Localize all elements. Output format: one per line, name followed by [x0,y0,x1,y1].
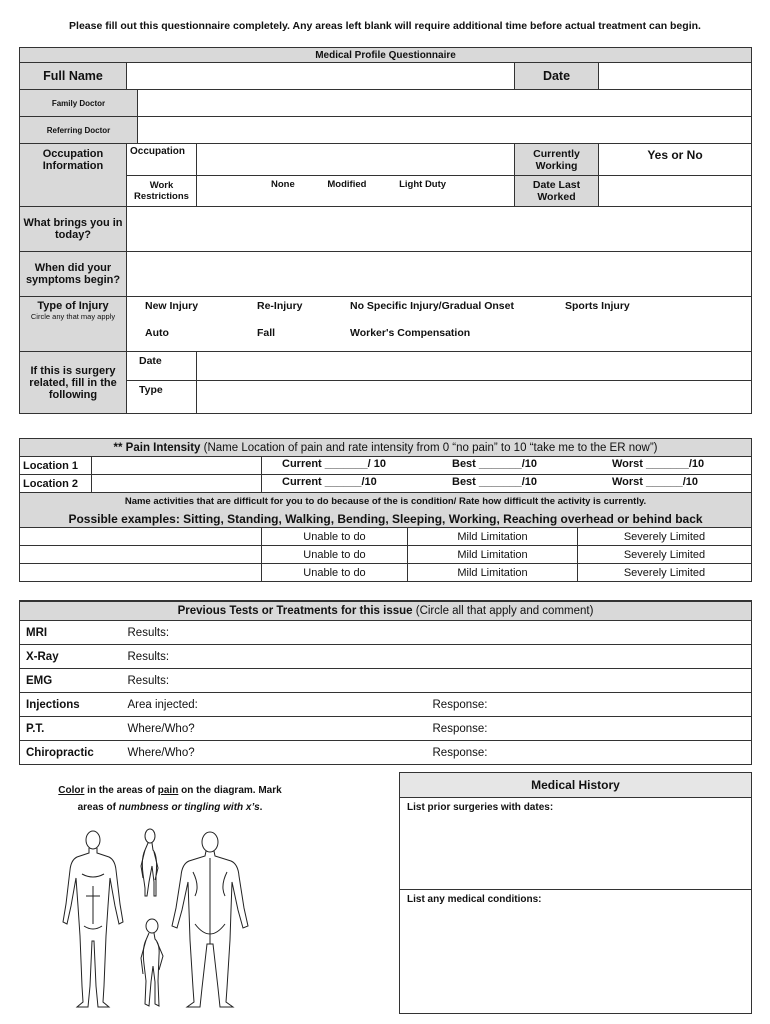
medical-history-box [399,772,752,1014]
intro-instructions: Please fill out this questionnaire completely. Any areas left blank will require additional time before actual treatment can begin. [69,20,701,32]
test-response[interactable]: Response: [427,741,752,765]
back-figure-icon[interactable] [172,832,248,1007]
occupation-field[interactable] [197,144,515,176]
activity-1-field[interactable] [20,528,262,546]
diagram-instructions [25,782,315,816]
location2-best[interactable]: Best _______/10 [452,476,538,488]
body-diagram[interactable] [55,826,250,1011]
activity-3-field[interactable] [20,564,262,582]
test-field[interactable]: Area injected: [122,693,427,717]
injury-new[interactable]: New Injury [145,300,199,312]
activity-2-mild[interactable]: Mild Limitation [408,546,578,564]
test-row-xray[interactable] [20,645,752,669]
location1-best[interactable]: Best _______/10 [452,458,538,470]
what-brings-label: What brings you in today? [20,207,127,252]
option-modified[interactable]: Modified [327,179,367,190]
date-field[interactable] [599,63,752,90]
work-restrictions-label: Work Restrictions [127,176,197,207]
side-figure-icon[interactable] [141,829,163,1006]
date-last-worked-label: Date Last Worked [515,176,599,207]
form-title: Medical Profile Questionnaire [20,48,752,63]
type-of-injury-cell [20,297,127,352]
test-response[interactable]: Response: [427,717,752,741]
surgery-date-label: Date [127,352,197,381]
diag-pain: pain [157,785,179,796]
test-name: Injections [20,693,122,717]
location2-worst[interactable]: Worst ______/10 [612,476,699,488]
circle-any-hint: Circle any that may apply [30,312,116,321]
test-response[interactable] [427,621,752,645]
test-field[interactable]: Where/Who? [122,741,427,765]
location2-current[interactable]: Current ______/10 [282,476,377,488]
diag-period: . [259,802,263,813]
injury-workers-comp[interactable]: Worker's Compensation [350,327,471,339]
test-response[interactable]: Response: [427,693,752,717]
diag-in-areas: in the areas of [84,785,158,796]
diag-numbness: numbness or tingling with x’s [118,802,260,813]
test-field[interactable]: Where/Who? [122,717,427,741]
activities-examples: Possible examples: Sitting, Standing, Walking, Bending, Sleeping, Working, Reaching overhead or behind back [20,510,752,528]
surgery-type-field[interactable] [197,381,752,414]
test-name: P.T. [20,717,122,741]
location2-field[interactable] [92,475,262,493]
pain-intensity-table [19,438,752,582]
activities-instructions: Name activities that are difficult for you to do because of the is condition/ Rate how difficult the activity is currently. [20,493,752,511]
tests-title-rest: (Circle all that apply and comment) [412,605,594,617]
test-field[interactable]: Results: [122,621,427,645]
activity-3-severe[interactable]: Severely Limited [578,564,752,582]
test-row-injections[interactable] [20,693,752,717]
pain-title-bold: ** Pain Intensity [113,441,201,454]
location1-worst[interactable]: Worst _______/10 [612,458,705,470]
diag-color: Color [58,785,85,796]
front-figure-icon[interactable] [63,831,123,1007]
family-doctor-label: Family Doctor [20,90,138,117]
test-name: MRI [20,621,122,645]
option-light-duty[interactable]: Light Duty [399,179,447,190]
location1-field[interactable] [92,457,262,475]
location2-ratings[interactable] [262,475,752,493]
test-row-chiropractic[interactable] [20,741,752,765]
surgery-type-label: Type [127,381,197,414]
date-last-worked-field[interactable] [599,176,752,207]
symptoms-begin-field[interactable] [127,252,752,297]
diag-areas-of: areas of [77,802,119,813]
injury-re[interactable]: Re-Injury [257,300,303,312]
medical-conditions-label: List any medical conditions: [407,894,542,905]
activity-3-mild[interactable]: Mild Limitation [408,564,578,582]
injury-fall[interactable]: Fall [257,327,276,339]
injury-no-specific[interactable]: No Specific Injury/Gradual Onset [350,300,514,312]
symptoms-begin-label: When did your symptoms begin? [20,252,127,297]
occupation-info-label: Occupation Information [20,144,127,207]
test-name: EMG [20,669,122,693]
test-row-pt[interactable] [20,717,752,741]
activity-2-field[interactable] [20,546,262,564]
pain-title-rest: (Name Location of pain and rate intensity from 0 “no pain” to 10 “take me to the ER now”) [200,441,658,454]
referring-doctor-field[interactable] [138,117,752,144]
injury-auto[interactable]: Auto [145,327,169,339]
family-doctor-field[interactable] [138,90,752,117]
work-restriction-options[interactable] [197,176,515,207]
occupation-label: Occupation [127,144,197,176]
activity-2-severe[interactable]: Severely Limited [578,546,752,564]
diag-on-diagram: on the diagram. Mark [178,785,282,796]
activity-1-mild[interactable]: Mild Limitation [408,528,578,546]
test-row-emg[interactable] [20,669,752,693]
test-field[interactable]: Results: [122,669,427,693]
tests-title [20,601,752,621]
activity-2-unable[interactable]: Unable to do [262,546,408,564]
test-response[interactable] [427,645,752,669]
previous-tests-table [19,600,752,765]
option-none[interactable]: None [271,179,295,190]
currently-working-label: Currently Working [515,144,599,176]
what-brings-field[interactable] [127,207,752,252]
yes-or-no[interactable]: Yes or No [599,144,752,176]
medical-conditions-field[interactable] [400,890,751,909]
tests-title-bold: Previous Tests or Treatments for this issue [177,605,413,617]
location1-label: Location 1 [20,457,92,475]
prior-surgeries-field[interactable] [400,798,751,890]
test-field[interactable]: Results: [122,645,427,669]
full-name-field[interactable] [127,63,515,90]
location1-current[interactable]: Current _______/ 10 [282,458,386,470]
test-name: Chiropractic [20,741,122,765]
type-of-injury-label: Type of Injury [37,300,109,312]
test-row-mri[interactable] [20,621,752,645]
test-name: X-Ray [20,645,122,669]
injury-sports[interactable]: Sports Injury [565,300,630,312]
location2-label: Location 2 [20,475,92,493]
pain-title [20,439,752,457]
full-name-label: Full Name [20,63,127,90]
activity-3-unable[interactable]: Unable to do [262,564,408,582]
date-label: Date [515,63,599,90]
injury-options[interactable] [127,297,752,352]
surgery-date-field[interactable] [197,352,752,381]
location1-ratings[interactable] [262,457,752,475]
test-response[interactable] [427,669,752,693]
medical-profile-table [19,47,752,414]
surgery-label: If this is surgery related, fill in the following [20,352,127,414]
referring-doctor-label: Referring Doctor [20,117,138,144]
prior-surgeries-label: List prior surgeries with dates: [407,802,554,813]
activity-1-unable[interactable]: Unable to do [262,528,408,546]
activity-1-severe[interactable]: Severely Limited [578,528,752,546]
medical-history-title: Medical History [400,773,751,798]
